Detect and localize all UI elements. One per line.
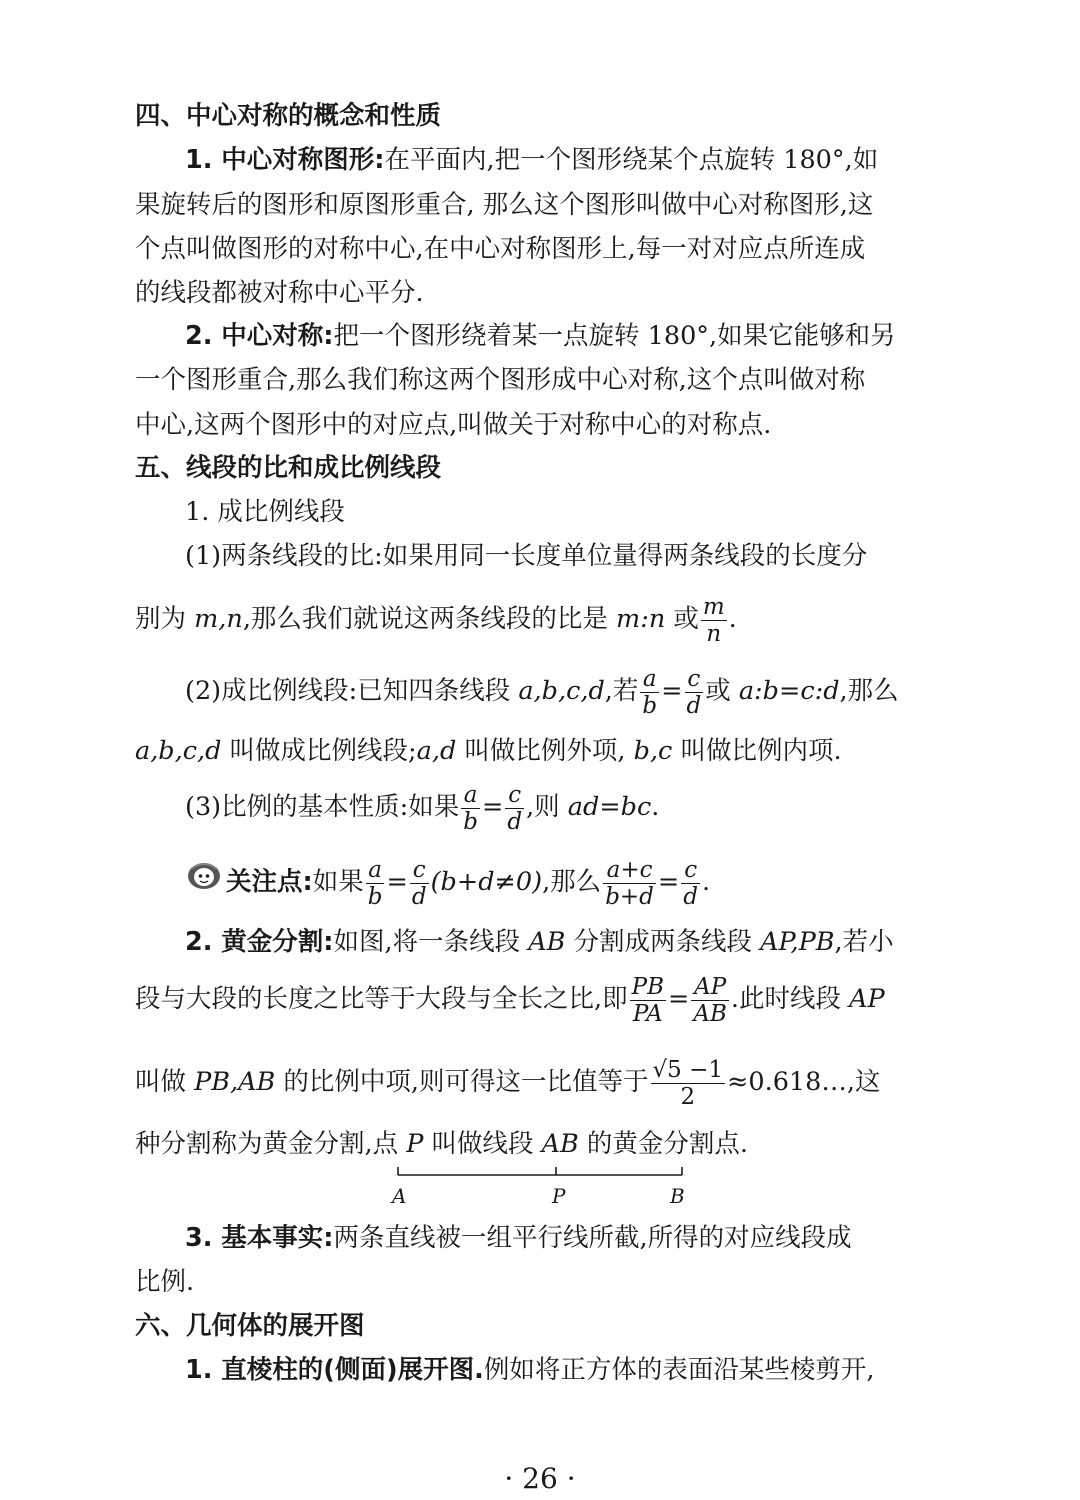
fraction-m-over-n xyxy=(701,594,727,647)
equals: = xyxy=(386,867,408,897)
numerator: a xyxy=(640,666,659,693)
text: 把一个图形绕着某一点旋转 180°,如果它能够和另 xyxy=(333,321,896,351)
fraction-c-over-d xyxy=(681,857,700,910)
denominator: b xyxy=(642,692,658,719)
focus-point-line: 关注点:如果 $\frac{a}{b}$ = $\frac{c}{d}$ (b+d≠0),那么 $\frac{a+c}{b+d}$ = $\frac{c}{d}$ . xyxy=(186,855,710,909)
math-var: AP,PB xyxy=(760,927,835,957)
denominator: AB xyxy=(693,1000,727,1027)
math-ratio: a:b=c:d xyxy=(738,676,840,706)
text: 叫做线段 xyxy=(423,1129,542,1159)
numerator: c xyxy=(681,857,700,884)
numerator: c xyxy=(505,782,524,809)
label-p: P xyxy=(552,1184,566,1208)
term-label: 3. 基本事实: xyxy=(185,1223,334,1253)
denominator: b+d xyxy=(605,883,654,910)
denominator: d xyxy=(686,692,702,719)
text: ,那么 xyxy=(839,676,899,706)
denominator: d xyxy=(683,883,699,910)
paragraph-line xyxy=(185,140,878,180)
text: 叫做成比例线段; xyxy=(221,736,417,766)
section-heading-6: 六、几何体的展开图 xyxy=(135,1311,365,1341)
denominator: b xyxy=(367,883,383,910)
math-var: b,c xyxy=(633,736,673,766)
numerator: c xyxy=(410,857,429,884)
text: (3)比例的基本性质:如果 xyxy=(185,792,460,822)
paragraph-line xyxy=(185,664,899,718)
text: 分割成两条线段 xyxy=(565,927,761,957)
focus-point-icon xyxy=(186,856,222,910)
denominator: 2 xyxy=(680,1083,696,1110)
label-b: B xyxy=(670,1184,685,1208)
equals: = xyxy=(668,984,690,1014)
term-label: 1. 直棱柱的(侧面)展开图. xyxy=(185,1355,484,1385)
text: ,若 xyxy=(604,676,639,706)
paragraph-line xyxy=(185,1350,874,1390)
paragraph-line: 的线段都被对称中心平分. xyxy=(135,278,424,308)
paragraph-line xyxy=(185,316,896,356)
text: 的比例中项,则可得这一比值等于 xyxy=(275,1067,649,1097)
equals: = xyxy=(481,792,504,822)
paragraph-line: (3)比例的基本性质:如果 $\frac{a}{b}$ = $\frac{c}{d}$ ,则 ad=bc. xyxy=(185,781,660,835)
paragraph-line xyxy=(135,972,885,1026)
text: 的黄金分割点. xyxy=(578,1129,748,1159)
text: 或 xyxy=(705,676,739,706)
paragraph-line xyxy=(135,1052,881,1112)
numerator: √5 −1 xyxy=(652,1056,724,1083)
numerator: a xyxy=(461,782,480,809)
fraction-ap-over-ab xyxy=(691,974,729,1027)
text: (2)成比例线段:已知四条线段 xyxy=(185,676,519,706)
text: 或 xyxy=(665,604,699,634)
math-var: a,d xyxy=(416,736,457,766)
fraction-a-over-b xyxy=(461,782,480,835)
numerator: PB xyxy=(631,973,664,1000)
fraction-sum xyxy=(603,857,656,910)
section-heading-5: 五、线段的比和成比例线段 xyxy=(135,453,442,483)
text: 种分割称为黄金分割,点 xyxy=(135,1129,407,1159)
text: .此时线段 xyxy=(730,984,850,1014)
term-label: 1. 中心对称图形: xyxy=(185,145,385,175)
focus-point-label: 关注点: xyxy=(226,867,313,897)
paragraph-line: 比例. xyxy=(135,1267,195,1297)
text: 叫做比例内项. xyxy=(672,736,842,766)
fraction-c-over-d xyxy=(505,782,524,835)
paragraph-line xyxy=(135,1124,748,1164)
label-a: A xyxy=(392,1184,407,1208)
text: ,则 xyxy=(526,792,568,822)
golden-section-diagram xyxy=(390,1163,700,1213)
math-var: P xyxy=(406,1129,424,1159)
math-var: AP xyxy=(849,984,885,1014)
text: ,若小 xyxy=(834,927,894,957)
text: ,那么我们就说这两条线段的比是 xyxy=(242,604,617,634)
text: 如图,将一条线段 xyxy=(333,927,529,957)
numerator: a+c xyxy=(603,857,656,884)
equals: = xyxy=(661,676,683,706)
page-number: · 26 · xyxy=(504,1462,576,1495)
paragraph-line: (1)两条线段的比:如果用同一长度单位量得两条线段的长度分 xyxy=(185,541,868,571)
denominator: b xyxy=(463,808,478,835)
math-var: a,b,c,d xyxy=(135,736,222,766)
section-heading-4: 四、中心对称的概念和性质 xyxy=(135,101,442,131)
text: 例如将正方体的表面沿某些棱剪开, xyxy=(483,1355,875,1385)
math-var: PB,AB xyxy=(194,1067,276,1097)
math-equation: ad=bc xyxy=(567,792,652,822)
denominator: d xyxy=(411,883,427,910)
fraction-golden-ratio xyxy=(651,1057,726,1110)
equals: = xyxy=(657,867,680,897)
math-condition: (b+d≠0) xyxy=(430,867,543,897)
paragraph-line xyxy=(185,922,894,962)
paragraph-line: 个点叫做图形的对称中心,在中心对称图形上,每一对对应点所连成 xyxy=(135,234,866,264)
paragraph-line xyxy=(135,731,842,771)
fraction-c-over-d xyxy=(410,857,429,910)
text: 别为 xyxy=(135,604,195,634)
math-var: a,b,c,d xyxy=(518,676,605,706)
math-var: AB xyxy=(541,1129,579,1159)
text: 叫做 xyxy=(135,1067,195,1097)
numerator: AP xyxy=(691,974,729,1001)
fraction-pb-over-pa xyxy=(630,974,666,1027)
fraction-c-over-d xyxy=(685,666,704,719)
numerator: m xyxy=(702,593,725,620)
numerator: a xyxy=(366,857,385,884)
paragraph-line: 别为 m,n,那么我们就说这两条线段的比是 m:n 或 $\frac{m}{n}$ . xyxy=(135,593,737,647)
fraction-a-over-b xyxy=(640,666,659,719)
text: 段与大段的长度之比等于大段与全长之比,即 xyxy=(135,984,628,1014)
denominator: PA xyxy=(632,1000,663,1027)
text: 两条直线被一组平行线所截,所得的对应线段成 xyxy=(333,1223,852,1253)
subheading: 1. 成比例线段 xyxy=(185,497,345,527)
paragraph-line: 中心,这两个图形中的对应点,叫做关于对称中心的对称点. xyxy=(135,410,772,440)
paragraph-line: 一个图形重合,那么我们称这两个图形成中心对称,这个点叫做对称 xyxy=(135,365,866,395)
paragraph-line: 果旋转后的图形和原图形重合, 那么这个图形叫做中心对称图形,这 xyxy=(135,190,874,220)
text: 在平面内,把一个图形绕某个点旋转 180°,如 xyxy=(384,145,879,175)
numerator: c xyxy=(685,666,704,693)
math-var: m,n xyxy=(194,604,243,634)
term-label: 2. 黄金分割: xyxy=(185,927,334,957)
text: 叫做比例外项, xyxy=(456,736,634,766)
text: ,那么 xyxy=(542,867,602,897)
math-ratio: m:n xyxy=(616,604,666,634)
text: 如果 xyxy=(312,867,364,897)
term-label: 2. 中心对称: xyxy=(185,321,334,351)
denominator: n xyxy=(706,620,722,647)
math-var: AB xyxy=(528,927,566,957)
denominator: d xyxy=(507,808,523,835)
fraction-a-over-b xyxy=(366,857,385,910)
paragraph-line xyxy=(185,1218,852,1258)
text: ≈0.618…,这 xyxy=(727,1067,881,1097)
